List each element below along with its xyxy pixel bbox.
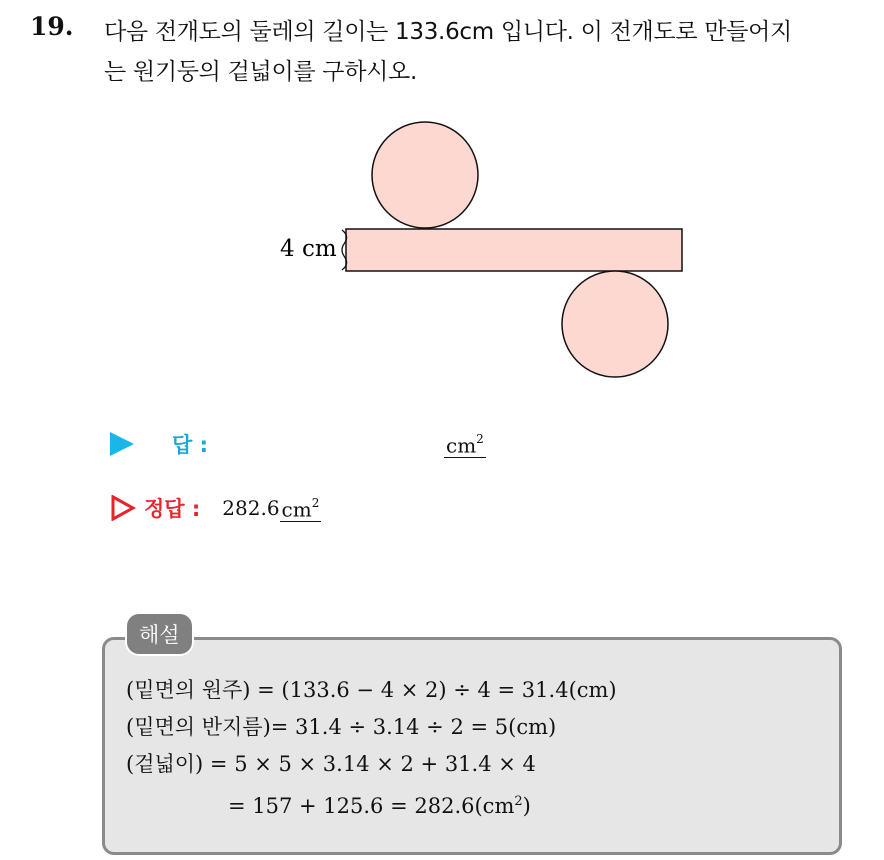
correct-label: 정답 : xyxy=(144,497,201,521)
solution-line-4: = $157 + 125.6 = 282.6(cm^2)$ xyxy=(228,794,531,818)
question-line-1: 다음 전개도의 둘레의 길이는 133.6cm 입니다. 이 전개도로 만들어지 xyxy=(104,19,792,45)
side-rectangle xyxy=(346,229,682,271)
cylinder-net-figure xyxy=(270,112,690,387)
correct-answer-row xyxy=(110,490,321,526)
correct-value: 282.6 xyxy=(222,496,280,520)
height-label: 4 cm xyxy=(280,236,337,262)
solution-line-3: (겉넓이) = 5 × 5 × 3.14 × 2 + 31.4 × 4 xyxy=(126,752,536,776)
solution-tag: 해설 xyxy=(127,614,192,654)
question-line-2: 는 원기둥의 겉넓이를 구하시오. xyxy=(104,59,417,85)
answer-unit: $cm^2$ xyxy=(446,431,484,458)
bottom-base-circle xyxy=(562,271,668,377)
correct-unit: $cm^2$ xyxy=(281,495,320,522)
solution-lines xyxy=(126,672,826,825)
correct-triangle-icon xyxy=(110,495,136,521)
top-base-circle xyxy=(372,122,478,228)
answer-row xyxy=(110,426,486,462)
solution-line-2: (밑면의 반지름)= 31.4 ÷ 3.14 ÷ 2 = 5(cm) xyxy=(126,715,557,739)
answer-triangle-icon xyxy=(110,432,134,456)
question-number: 19. xyxy=(30,12,74,41)
question-text xyxy=(104,12,874,92)
answer-label: 답 : xyxy=(172,433,208,457)
solution-line-1: (밑면의 원주) = (133.6 − 4 × 2) ÷ 4 = 31.4(cm) xyxy=(126,678,617,702)
